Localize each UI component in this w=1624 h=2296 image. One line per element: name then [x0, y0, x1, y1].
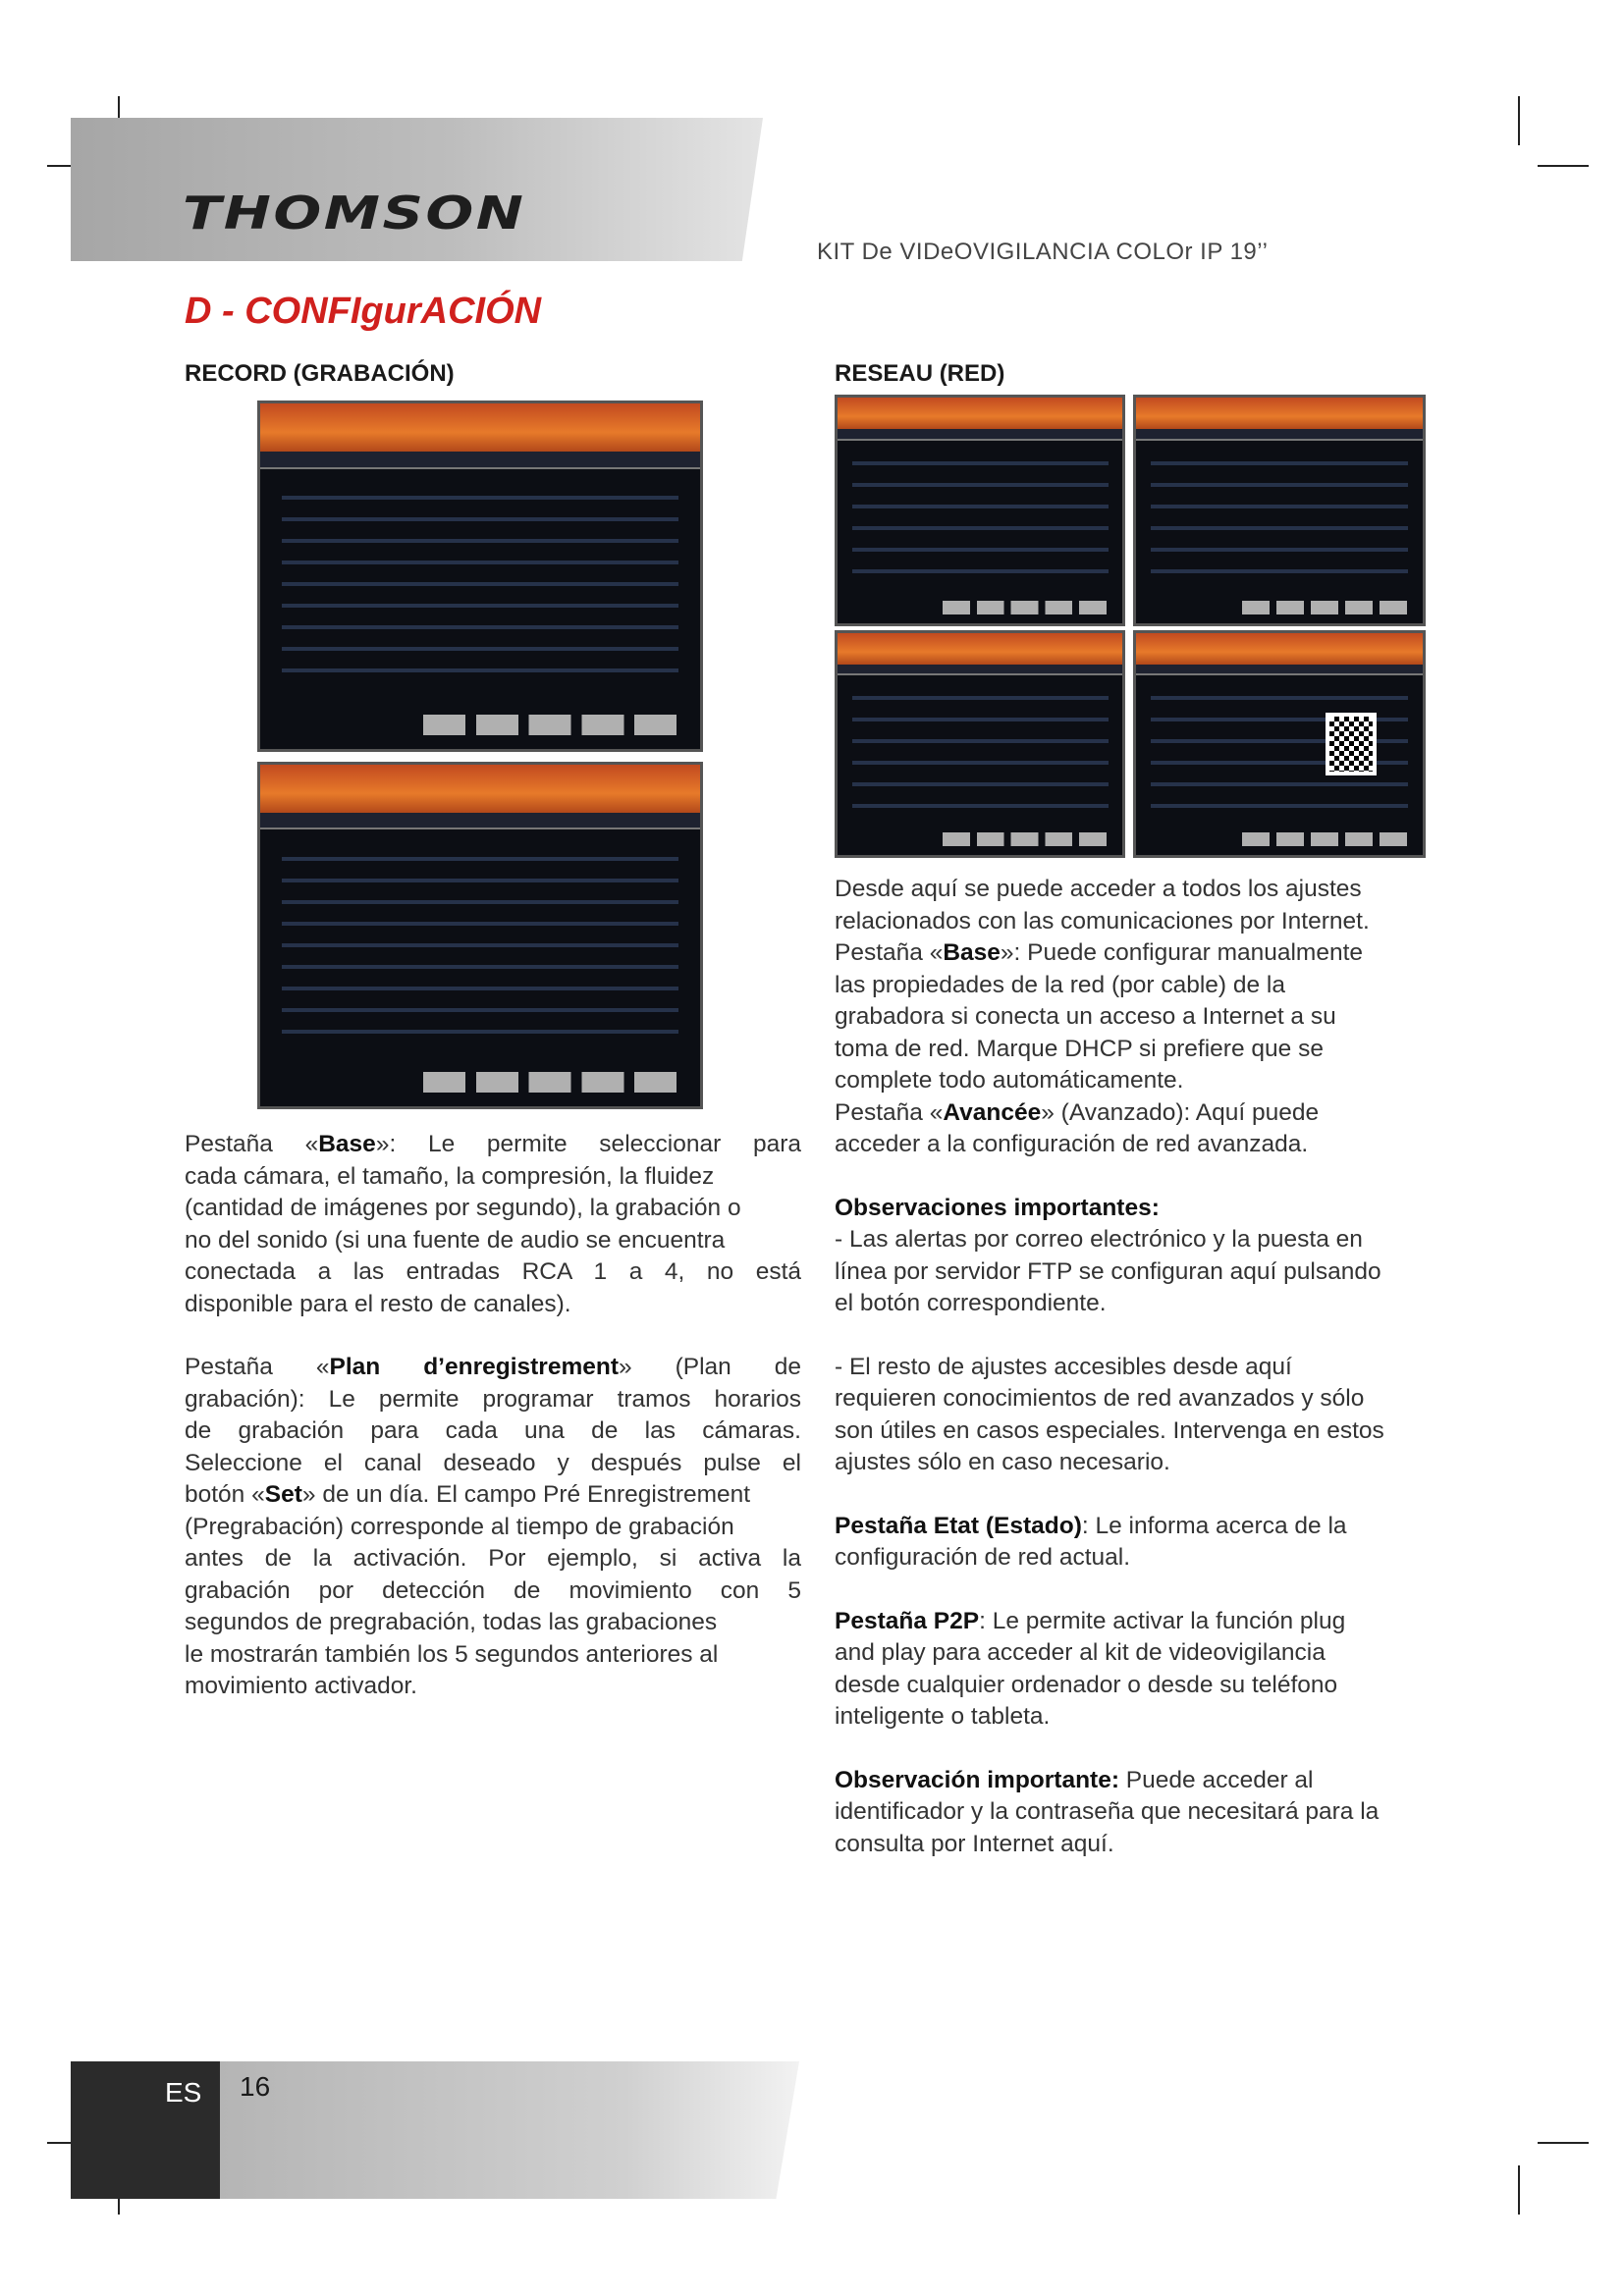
window-titlebar — [838, 633, 1122, 665]
kit-title: KIT De VIDeOVIGILANCIA COLOr IP 19’’ — [817, 239, 1269, 265]
crop-mark — [1538, 165, 1589, 167]
text-line: Seleccione el canal deseado y después pulse el — [185, 1449, 801, 1476]
text-line: línea por servidor FTP se configuran aquí pulsando — [835, 1257, 1381, 1285]
text-line: Pestaña «Base»: Le permite seleccionar para — [185, 1131, 801, 1157]
record-base-screenshot — [257, 400, 703, 752]
window-titlebar — [1136, 398, 1423, 429]
text-line: antes de la activación. Por ejemplo, si activa la — [185, 1545, 801, 1572]
window-tabs — [1136, 429, 1423, 441]
schedule-rows — [282, 847, 677, 1045]
dialog-buttons — [1242, 601, 1414, 614]
text-line: grabadora si conecta un acceso a Internet a su — [835, 1003, 1336, 1030]
dialog-buttons — [423, 1072, 687, 1093]
settings-rows — [852, 686, 1109, 815]
qr-code — [1326, 713, 1378, 774]
text-line: ajustes sólo en caso necesario. — [835, 1449, 1170, 1475]
text-line: disponible para el resto de canales). — [185, 1290, 571, 1317]
text-line: configuración de red actual. — [835, 1544, 1130, 1571]
section-title: D - CONFIgurACIÓN — [185, 291, 542, 332]
text-line: Desde aquí se puede acceder a todos los ajustes — [835, 876, 1362, 902]
brand-logo: THOMSON — [183, 187, 526, 240]
footer-banner — [220, 2061, 799, 2199]
text-line: botón «Set» de un día. El campo Pré Enregistrement — [185, 1481, 751, 1508]
language-code: ES — [165, 2077, 202, 2108]
dialog-buttons — [943, 601, 1113, 614]
settings-rows — [852, 452, 1109, 582]
text-line: consulta por Internet aquí. — [835, 1830, 1114, 1857]
text-line: and play para acceder al kit de videovigilancia — [835, 1639, 1326, 1666]
text-line: Observación importante: Puede acceder al — [835, 1766, 1314, 1793]
reseau-heading: RESEAU (RED) — [835, 360, 1005, 387]
text-line: le mostrarán también los 5 segundos anteriores al — [185, 1640, 719, 1668]
text-line: segundos de pregrabación, todas las grabaciones — [185, 1609, 718, 1635]
dialog-buttons — [943, 832, 1113, 846]
text-line: Pestaña Etat (Estado): Le informa acerca de la — [835, 1512, 1347, 1539]
text-line: son útiles en casos especiales. Intervenga en estos — [835, 1416, 1384, 1444]
crop-mark — [1518, 96, 1520, 145]
window-tabs — [838, 429, 1122, 441]
window-titlebar — [260, 765, 700, 813]
text-line: de grabación para cada una de las cámaras. — [185, 1417, 801, 1444]
observations-heading: Observaciones importantes: — [835, 1194, 1160, 1221]
window-tabs — [1136, 665, 1423, 675]
crop-mark — [1538, 2142, 1589, 2144]
text-line: movimiento activador. — [185, 1673, 417, 1699]
text-line: grabación por detección de movimiento con 5 — [185, 1576, 801, 1604]
record-schedule-screenshot — [257, 762, 703, 1109]
text-line: (cantidad de imágenes por segundo), la grabación o — [185, 1195, 741, 1221]
text-line: acceder a la configuración de red avanzada. — [835, 1131, 1309, 1157]
window-titlebar — [838, 398, 1122, 429]
text-line: toma de red. Marque DHCP si prefiere que se — [835, 1035, 1324, 1062]
text-line: - El resto de ajustes accesibles desde aquí — [835, 1353, 1292, 1380]
text-line: no del sonido (si una fuente de audio se encuentra — [185, 1226, 726, 1254]
page-number: 16 — [240, 2071, 271, 2102]
window-tabs — [838, 665, 1122, 675]
text-line: Pestaña P2P: Le permite activar la función plug — [835, 1607, 1346, 1634]
text-line: relacionados con las comunicaciones por Internet. — [835, 907, 1370, 934]
settings-rows — [282, 486, 677, 686]
window-titlebar — [1136, 633, 1423, 665]
dialog-buttons — [423, 715, 687, 735]
reseau-status-screenshot — [835, 630, 1125, 858]
window-tabs — [260, 813, 700, 829]
reseau-base-screenshot — [835, 395, 1125, 626]
record-heading: RECORD (GRABACIÓN) — [185, 360, 455, 387]
text-line: requieren conocimientos de red avanzados y sólo — [835, 1385, 1365, 1412]
text-line: - Las alertas por correo electrónico y la puesta en — [835, 1226, 1363, 1253]
text-line: Pestaña «Plan d’enregistrement» (Plan de — [185, 1354, 801, 1380]
text-line: complete todo automáticamente. — [835, 1067, 1184, 1094]
text-line: grabación): Le permite programar tramos horarios — [185, 1385, 801, 1413]
crop-mark — [1518, 2165, 1520, 2215]
reseau-advanced-screenshot — [1133, 395, 1426, 626]
dialog-buttons — [1242, 832, 1414, 846]
text-line: Pestaña «Base»: Puede configurar manualmente — [835, 939, 1364, 966]
window-titlebar — [260, 403, 700, 452]
text-line: desde cualquier ordenador o desde su teléfono — [835, 1671, 1338, 1698]
text-line: conectada a las entradas RCA 1 a 4, no está — [185, 1258, 801, 1285]
text-line: (Pregrabación) corresponde al tiempo de grabación — [185, 1513, 734, 1540]
text-line: Pestaña «Avancée» (Avanzado): Aquí puede — [835, 1098, 1320, 1126]
reseau-text — [835, 874, 1424, 1860]
text-line: cada cámara, el tamaño, la compresión, la fluidez — [185, 1162, 715, 1190]
text-line: el botón correspondiente. — [835, 1290, 1107, 1316]
text-line: las propiedades de la red (por cable) de la — [835, 971, 1285, 998]
record-text — [185, 1129, 801, 1703]
reseau-p2p-screenshot — [1133, 630, 1426, 858]
window-tabs — [260, 452, 700, 469]
text-line: inteligente o tableta. — [835, 1703, 1051, 1730]
settings-rows — [1151, 452, 1409, 582]
text-line: identificador y la contraseña que necesitará para la — [835, 1798, 1380, 1825]
